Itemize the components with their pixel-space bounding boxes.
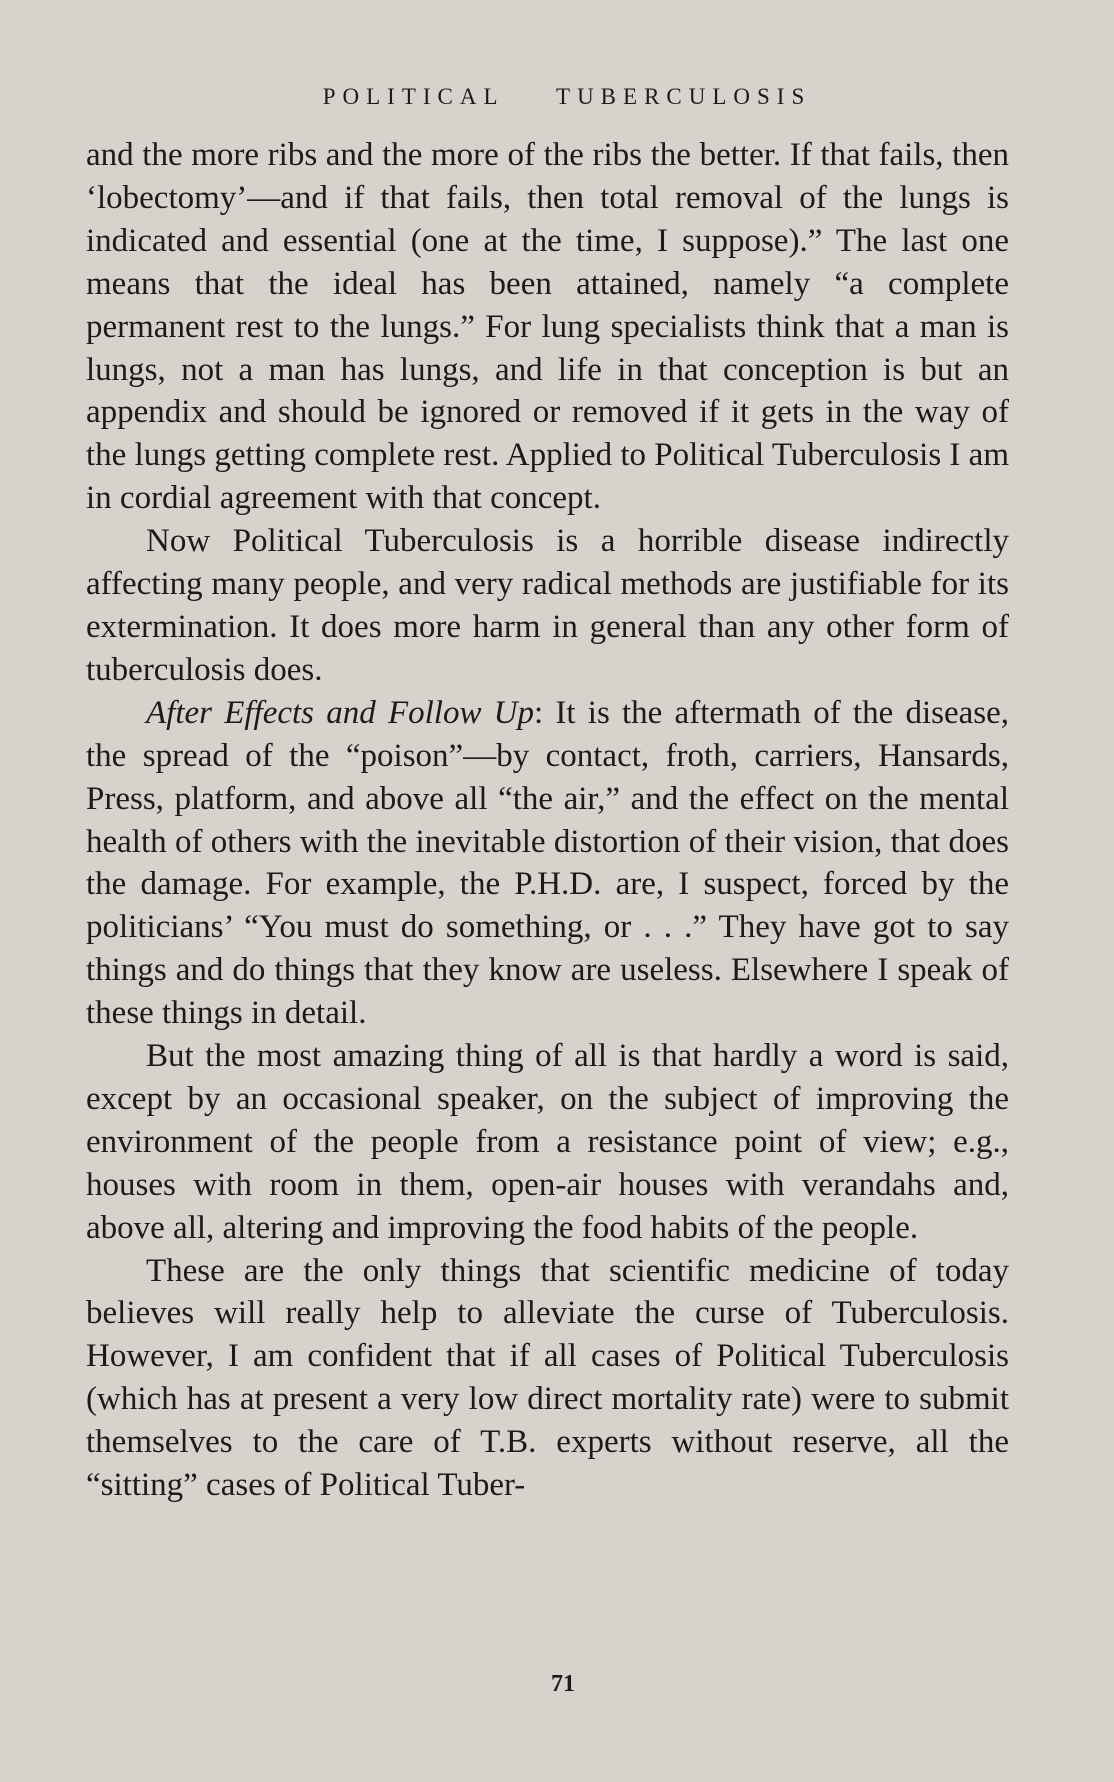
paragraph-1: and the more ribs and the more of the ribs the better. If that fails, then ‘lobectomy’—and if that fails, then total removal of the lungs is indicated and essential (one at the time, I suppose).” The last one means that the ideal has been attained, namely “a complete permanent rest to the lungs.” For lung specialists think that a man is lungs, not a man has lungs, and life in that conception is but an appendix and should be ignored or removed if it gets in the way of the lungs getting complete rest. Applied to Political Tuberculosis I am in cordial agreement with that concept. bbox=[86, 137, 1009, 517]
paragraph-2: Now Political Tuberculosis is a horrible disease indirectly affecting many people, and very radical methods are justifiable for its extermination. It does more harm in general than any other form of tuberculosis does. bbox=[86, 523, 1009, 688]
section-heading-after-effects: After Effects and Follow Up bbox=[146, 694, 535, 731]
running-head: POLITICAL TUBERCULOSIS bbox=[322, 84, 812, 109]
paragraph-5: These are the only things that scientific medicine of today believes will really help to alleviate the curse of Tuberculosis. However, I am confident that if all cases of Political Tuberculosis (which has at present a very low direct mortality rate) were to submit themselves to the care of T.B. experts without reserve, all the “sitting” cases of Political Tuber- bbox=[86, 1252, 1009, 1504]
paragraph-3 bbox=[86, 692, 1009, 1035]
page-number: 71 bbox=[551, 1671, 575, 1697]
paragraph-3-text: : It is the aftermath of the disease, the spread of the “poison”—by contact, froth, carriers, Hansards, Press, platform, and above all “the air,” and the effect on the mental health of others with the inevitable distortion of their vision, that does the damage. For example, the P.H.D. are, I suspect, forced by the politicians’ “You must do something, or . . .” They have got to say things and do things that they know are useless. Elsewhere I speak of these things in detail. bbox=[86, 694, 1009, 1032]
body-text bbox=[86, 134, 1009, 1507]
paragraph-4: But the most amazing thing of all is that hardly a word is said, except by an occasional speaker, on the subject of improving the environment of the people from a resistance point of view; e.g., houses with room in them, open-air houses with verandahs and, above all, altering and improving the food habits of the people. bbox=[86, 1038, 1009, 1246]
